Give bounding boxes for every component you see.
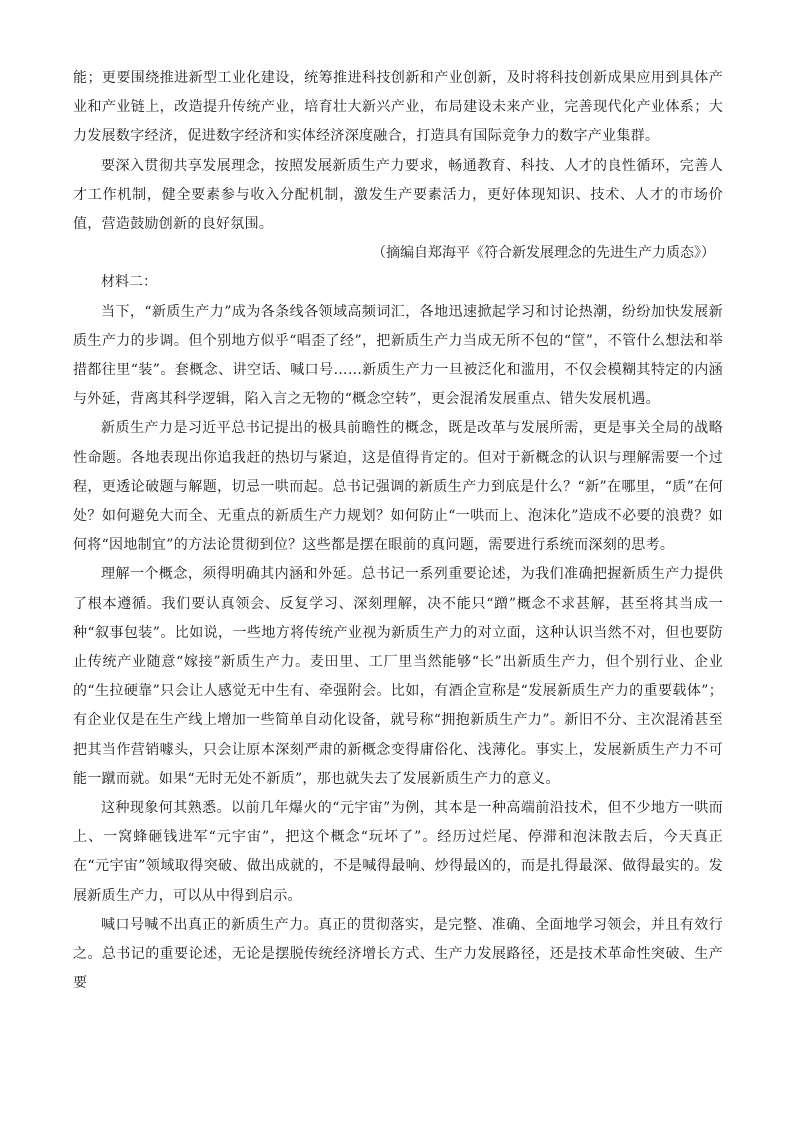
material1-paragraph-continued: 能；更要围绕推进新型工业化建设，统筹推进科技创新和产业创新，及时将科技创新成果应用到具体产业和产业链上，改造提升传统产业，培育壮大新兴产业，布局建设未来产业，完善现代化产业体系；大力发展数字经济，促进数字经济和实体经济深度融合，打造具有国际竞争力的数字产业集群。 (73, 70, 723, 145)
material2-heading: 材料二： (101, 274, 157, 291)
material1-paragraph: 要深入贯彻共享发展理念，按照发展新质生产力要求，畅通教育、科技、人才的良性循环，完善人才工作机制，健全要素参与收入分配机制，激发生产要素活力，更好体现知识、技术、人才的市场价值，营造鼓励创新的良好氛围。 (73, 157, 723, 233)
material1-source-citation: （摘编自郑海平《符合新发展理念的先进生产力质态》） (372, 245, 715, 262)
material2-paragraph: 喊口号喊不出真正的新质生产力。真正的贯彻落实，是完整、准确、全面地学习领会，并且有效行之。总书记的重要论述，无论是摆脱传统经济增长方式、生产力发展路径，还是技术革命性突破、生产要 (73, 916, 723, 992)
material2-paragraph: 当下，“新质生产力”成为各条线各领域高频词汇，各地迅速掀起学习和讨论热潮，纷纷加快发展新质生产力的步调。但个别地方似乎“唱歪了经”，把新质生产力当成无所不包的“筐”，不管什么想法和举措都往里“装”。套概念、讲空话、喊口号……新质生产力一旦被泛化和滥用，不仅会模糊其特定的内涵与外延，背离其科学逻辑，陷入言之无物的“概念空转”，更会混淆发展重点、错失发展机遇。 (73, 303, 723, 408)
material2-paragraph: 理解一个概念，须得明确其内涵和外延。总书记一系列重要论述，为我们准确把握新质生产力提供了根本遵循。我们要认真领会、反复学习、深刻理解，决不能只“蹭”概念不求甚解，甚至将其当成一种“叙事包装”。比如说，一些地方将传统产业视为新质生产力的对立面，这种认识当然不对，但也要防止传统产业随意“嫁接”新质生产力。麦田里、工厂里当然能够“长”出新质生产力，但个别行业、企业的“生拉硬靠”只会让人感觉无中生有、牵强附会。比如，有酒企宣称是“发展新质生产力的重要载体”；有企业仅是在生产线上增加一些简单自动化设备，就号称“拥抱新质生产力”。新旧不分、主次混淆甚至把其当作营销噱头，只会让原本深刻严肃的新概念变得庸俗化、浅薄化。事实上，发展新质生产力不可能一蹴而就。如果“无时无处不新质”，那也就失去了发展新质生产力的意义。 (73, 566, 723, 787)
material2-paragraph: 这种现象何其熟悉。以前几年爆火的“元宇宙”为例，其本是一种高端前沿技术，但不少地方一哄而上、一窝蜂砸钱进军“元宇宙”，把这个概念“玩坏了”。经历过烂尾、停滞和泡沫散去后，今天真正在“元宇宙”领域取得突破、做出成就的，不是喊得最响、炒得最凶的，而是扎得最深、做得最实的。发展新质生产力，可以从中得到启示。 (73, 800, 723, 904)
material2-paragraph: 新质生产力是习近平总书记提出的极具前瞻性的概念，既是改革与发展所需，更是事关全局的战略性命题。各地表现出你追我赶的热切与紧迫，这是值得肯定的。但对于新概念的认识与理解需要一个过程，更透论破题与解题，切忌一哄而起。总书记强调的新质生产力到底是什么？“新”在哪里，“质”在何处？如何避免大而全、无重点的新质生产力规划？如何防止“一哄而上、泡沫化”造成不必要的浪费？如何将“因地制宜”的方法论贯彻到位？这些都是摆在眼前的真问题，需要进行系统而深刻的思考。 (73, 420, 723, 554)
page-content (73, 64, 723, 999)
